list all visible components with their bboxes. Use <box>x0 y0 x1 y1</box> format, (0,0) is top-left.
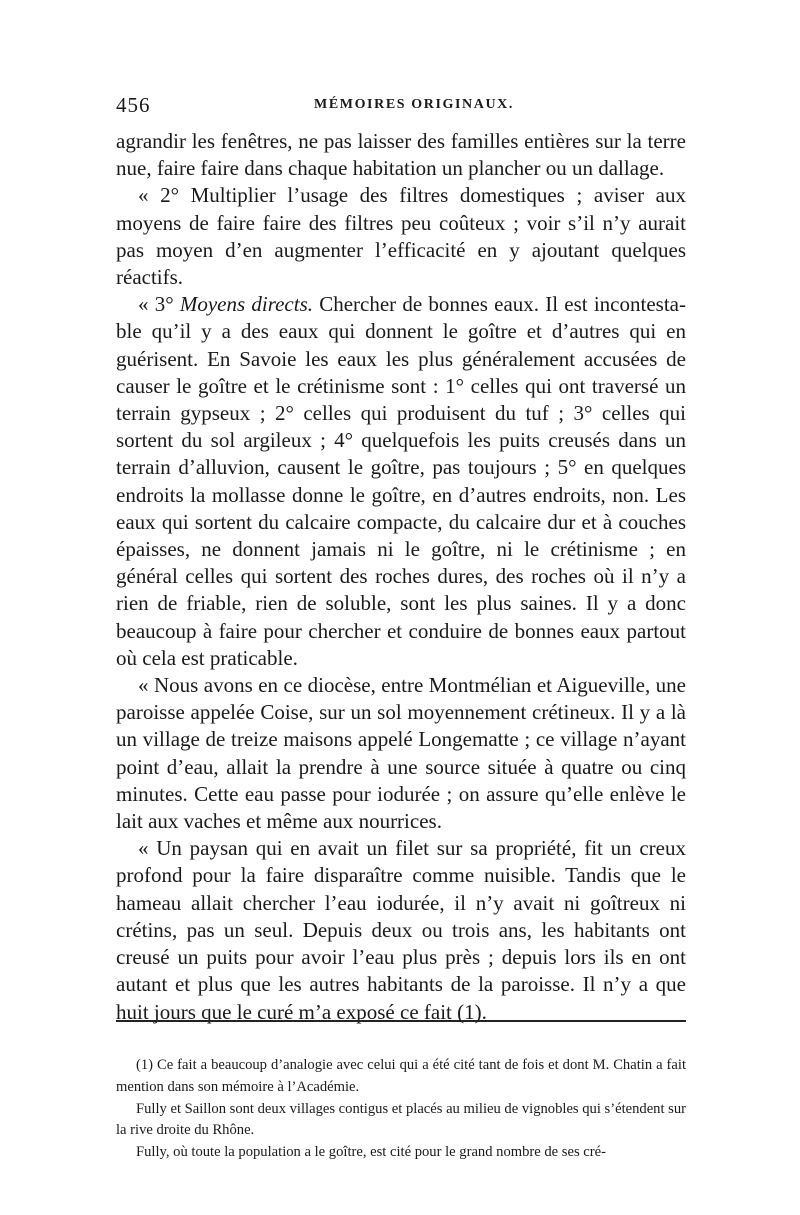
paragraph-1: agrandir les fenêtres, ne pas laisser des familles entières sur la terre nue, faire faire dans chaque habitation un plancher ou un dallage. <box>116 129 686 181</box>
paragraph-2: « 2° Multiplier l’usage des filtres domestiques ; aviser aux moyens de faire faire des filtres peu coûteux ; voir s’il n’y aurait pas moyen d’en augmenter l’efficacité en y ajoutant quelques réactifs. <box>116 183 686 290</box>
page-header <box>116 93 686 119</box>
paragraph-3-italic-heading: Moyens directs. <box>179 292 313 317</box>
running-title: MÉMOIRES ORIGINAUX. <box>314 97 514 112</box>
body-text <box>116 128 686 1026</box>
footnote-divider <box>116 1020 686 1022</box>
paragraph-3-text: Chercher de bonnes eaux. Il est incontestable qu’il y a des eaux qui donnent le goître et d’autres qui en guérisent. En Savoie les eaux les plus généralement accusées de causer le goître et le crétinisme sont : 1° celles qui ont traversé un terrain gypseux ; 2° celles qui produisent du tuf ; 3° celles qui sortent du sol argileux ; 4° quelquefois les puits creusés dans un terrain d’alluvion, causent le goître, pas toujours ; 5° en quelques endroits la mollasse donne le goître, en d’autres endroits, non. Les eaux qui sortent du calcaire compacte, du calcaire dur et à couches épaisses, ne donnent jamais ni le goître, ni le crétinisme ; en général celles qui sortent des roches dures, des roches où il n’y a rien de friable, rien de soluble, sont les plus saines. Il y a donc beaucoup à faire pour chercher et conduire de bonnes eaux partout où cela est praticable. <box>116 292 686 670</box>
footnote-2: Fully et Saillon sont deux villages contigus et placés au milieu de vignobles qui s’étendent sur la rive droite du Rhône. <box>116 1100 687 1139</box>
paragraph-4: « Nous avons en ce diocèse, entre Montmélian et Aigueville, une paroisse appelée Coise, sur un sol moyennement crétineux. Il y a là un village de treize maisons appelé Longematte ; ce village n’ayant point d’eau, allait la prendre à une source située à quatre ou cinq minutes. Cette eau passe pour iodurée ; on assure qu’elle enlève le lait aux vaches et même aux nourrices. <box>116 673 686 834</box>
footnotes <box>116 1055 686 1164</box>
footnote-3: Fully, où toute la population a le goître, est cité pour le grand nombre de ses cré- <box>136 1144 606 1161</box>
paragraph-3 <box>116 291 686 672</box>
paragraph-3-prefix: « 3° <box>138 292 180 317</box>
page-number: 456 <box>116 93 151 117</box>
footnote-1: (1) Ce fait a beaucoup d’analogie avec celui qui a été cité tant de fois et dont M. Chatin a fait mention dans son mémoire à l’Académie. <box>116 1057 686 1095</box>
paragraph-5: « Un paysan qui en avait un filet sur sa propriété, fit un creux profond pour la faire disparaître comme nuisible. Tandis que le hameau allait chercher l’eau iodurée, il n’y avait ni goîtreux ni crétins, pas un seul. Depuis deux ou trois ans, les habitants ont creusé un puits pour avoir l’eau plus près ; depuis lors ils en ont autant et plus que les autres habitants de la paroisse. Il n’y a que huit jours que le curé m’a exposé ce fait (1). <box>116 836 686 1024</box>
